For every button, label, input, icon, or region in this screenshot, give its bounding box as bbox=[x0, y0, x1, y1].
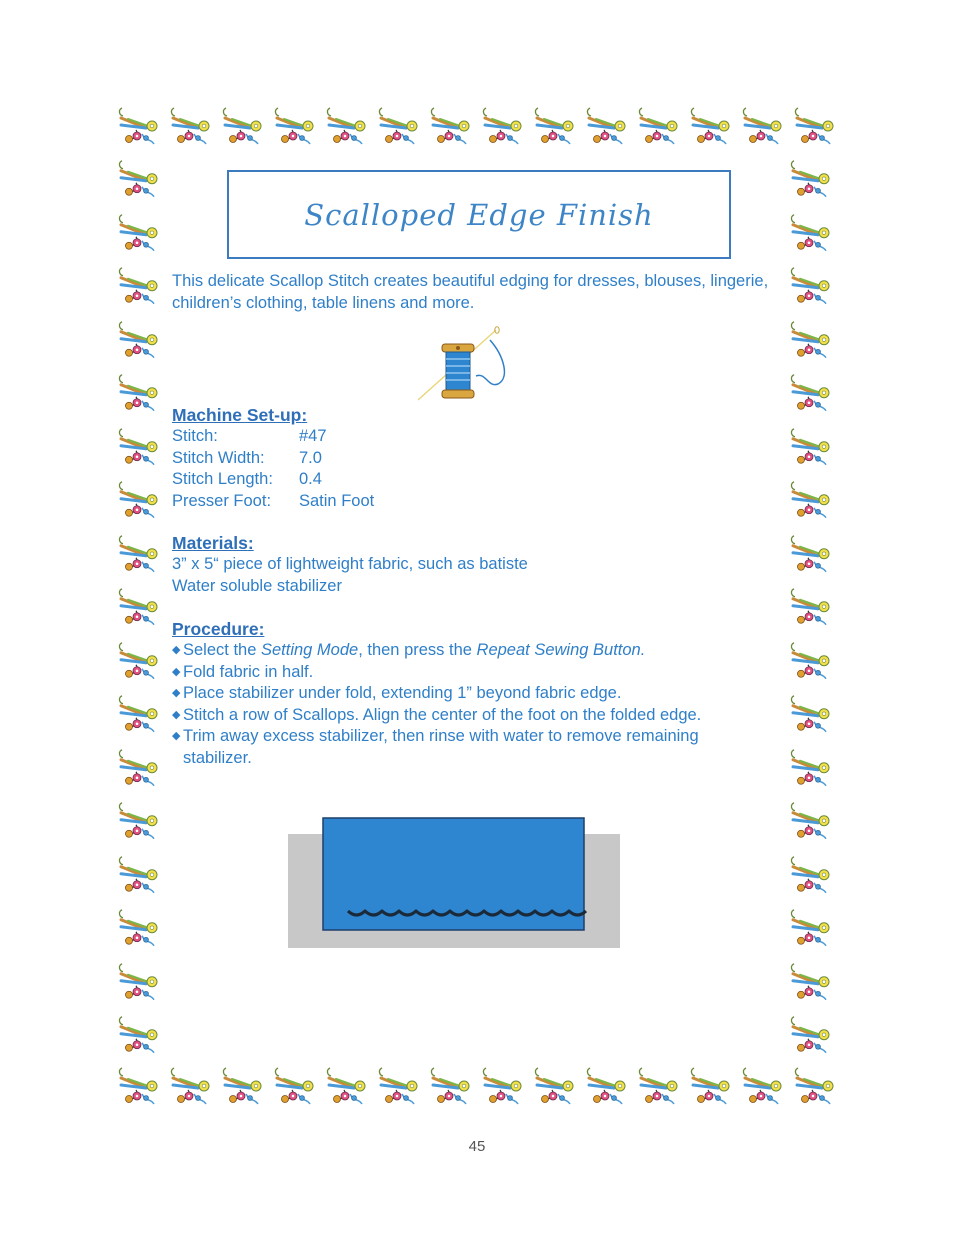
scissors-and-thread-icon bbox=[788, 959, 840, 1013]
bullet-icon: ◆ bbox=[172, 708, 181, 721]
scissors-and-thread-icon bbox=[428, 104, 480, 156]
scissors-and-thread-icon bbox=[584, 1064, 636, 1116]
scissors-and-thread-icon bbox=[116, 156, 168, 210]
scissors-and-thread-icon bbox=[116, 104, 168, 156]
scissors-and-thread-icon bbox=[740, 104, 792, 156]
intro-paragraph: This delicate Scallop Stitch creates beautiful edging for dresses, blouses, lingerie, children’s clothing, table linens and more. bbox=[172, 272, 769, 312]
scissors-and-thread-icon bbox=[116, 584, 168, 638]
scissors-and-thread-icon bbox=[116, 210, 168, 264]
procedure-step: ◆ Fold fabric in half. bbox=[172, 662, 787, 684]
bullet-icon: ◆ bbox=[172, 644, 181, 656]
scissors-and-thread-icon bbox=[116, 745, 168, 799]
scissors-and-thread-icon bbox=[272, 1064, 324, 1116]
setup-row-foot bbox=[172, 491, 792, 513]
scissors-and-thread-icon bbox=[788, 638, 840, 692]
page-title: Scalloped Edge Finish bbox=[304, 197, 654, 232]
scissors-and-thread-icon bbox=[792, 104, 844, 156]
setup-label: Stitch Length: bbox=[172, 470, 273, 488]
scissors-and-thread-icon bbox=[788, 156, 840, 210]
procedure-step: ◆ Select the Setting Mode, then press the Repeat Sewing Button. bbox=[172, 640, 787, 662]
scissors-and-thread-icon bbox=[788, 263, 840, 317]
scissors-and-thread-icon bbox=[116, 370, 168, 424]
page-border-bottom bbox=[116, 1064, 844, 1116]
scissors-and-thread-icon bbox=[324, 104, 376, 156]
page-border-right bbox=[788, 156, 840, 1066]
scissors-and-thread-icon bbox=[480, 1064, 532, 1116]
scissors-and-thread-icon bbox=[688, 104, 740, 156]
scissors-and-thread-icon bbox=[688, 1064, 740, 1116]
scissors-and-thread-icon bbox=[116, 798, 168, 852]
setup-value: 7.0 bbox=[299, 448, 322, 467]
scissors-and-thread-icon bbox=[788, 1012, 840, 1066]
materials-item: Water soluble stabilizer bbox=[172, 576, 342, 595]
scissors-and-thread-icon bbox=[788, 317, 840, 371]
scissors-and-thread-icon bbox=[636, 104, 688, 156]
scissors-and-thread-icon bbox=[116, 852, 168, 906]
scissors-and-thread-icon bbox=[116, 424, 168, 478]
scissors-and-thread-icon bbox=[376, 104, 428, 156]
procedure-step: ◆ Stitch a row of Scallops. Align the center of the foot on the folded edge. bbox=[172, 705, 787, 727]
bullet-icon: ◆ bbox=[172, 687, 181, 699]
scissors-and-thread-icon bbox=[788, 210, 840, 264]
scissors-and-thread-icon bbox=[428, 1064, 480, 1116]
scissors-and-thread-icon bbox=[272, 104, 324, 156]
scissors-and-thread-icon bbox=[220, 104, 272, 156]
setup-label: Stitch Width: bbox=[172, 448, 265, 467]
procedure-step: ◆ Place stabilizer under fold, extending 1” beyond fabric edge. bbox=[172, 683, 787, 705]
scissors-and-thread-icon bbox=[788, 798, 840, 852]
scissors-and-thread-icon bbox=[480, 104, 532, 156]
scissors-and-thread-icon bbox=[116, 531, 168, 585]
scissors-and-thread-icon bbox=[532, 104, 584, 156]
scissors-and-thread-icon bbox=[116, 317, 168, 371]
setup-label: Stitch: bbox=[172, 427, 218, 445]
scissors-and-thread-icon bbox=[324, 1064, 376, 1116]
scissors-and-thread-icon bbox=[788, 584, 840, 638]
setup-value: Satin Foot bbox=[299, 491, 375, 510]
scissors-and-thread-icon bbox=[740, 1064, 792, 1116]
thread-spool-needle-icon bbox=[418, 326, 510, 404]
scissors-and-thread-icon bbox=[168, 104, 220, 156]
procedure-heading: Procedure bbox=[172, 619, 259, 639]
materials-section: Materials: 3” x 5“ piece of lightweight fabric, such as batiste Water soluble stabilizer bbox=[172, 532, 792, 597]
scissors-and-thread-icon bbox=[532, 1064, 584, 1116]
scissors-and-thread-icon bbox=[376, 1064, 428, 1116]
bullet-icon: ◆ bbox=[172, 665, 181, 678]
materials-item: 3” x 5“ piece of lightweight fabric, such as batiste bbox=[172, 555, 528, 573]
machine-setup-heading: Machine Set-up bbox=[172, 405, 302, 425]
scissors-and-thread-icon bbox=[116, 638, 168, 692]
scissors-and-thread-icon bbox=[220, 1064, 272, 1116]
scissors-and-thread-icon bbox=[792, 1064, 844, 1116]
scissors-and-thread-icon bbox=[584, 104, 636, 156]
setup-value: #47 bbox=[299, 427, 327, 445]
page-border-left bbox=[116, 156, 168, 1066]
procedure-section: Procedure: ◆ Select the Setting Mode, then press the Repeat Sewing Button. ◆ Fold fabric in half. ◆ Place stabilizer under fold, extending 1” beyond fabric edge. ◆ Stitch a row of Scallops. Align the center of the foot on the folded edge. ◆ Trim away excess stabilizer, then rinse with water to remove remaining stabilizer. bbox=[172, 618, 787, 769]
scissors-and-thread-icon bbox=[788, 531, 840, 585]
scissors-and-thread-icon bbox=[116, 1012, 168, 1066]
scissors-and-thread-icon bbox=[116, 691, 168, 745]
setup-row-width bbox=[172, 448, 792, 470]
setup-row-length bbox=[172, 469, 792, 491]
scissors-and-thread-icon bbox=[788, 691, 840, 745]
materials-heading: Materials bbox=[172, 533, 248, 553]
setup-value: 0.4 bbox=[299, 470, 322, 488]
page-number: 45 bbox=[468, 1138, 486, 1155]
scissors-and-thread-icon bbox=[116, 263, 168, 317]
scissors-and-thread-icon bbox=[788, 745, 840, 799]
scissors-and-thread-icon bbox=[788, 424, 840, 478]
procedure-step: ◆ Trim away excess stabilizer, then rinse with water to remove remaining stabilizer. bbox=[172, 727, 699, 767]
scissors-and-thread-icon bbox=[788, 852, 840, 906]
scissors-and-thread-icon bbox=[116, 1064, 168, 1116]
title-box bbox=[227, 170, 731, 259]
setup-label: Presser Foot: bbox=[172, 491, 272, 510]
scissors-and-thread-icon bbox=[788, 477, 840, 531]
scissors-and-thread-icon bbox=[788, 905, 840, 959]
scissors-and-thread-icon bbox=[116, 905, 168, 959]
scalloped-fabric-illustration bbox=[288, 816, 620, 948]
scissors-and-thread-icon bbox=[636, 1064, 688, 1116]
bullet-icon: ◆ bbox=[172, 730, 181, 742]
setup-row-stitch bbox=[172, 426, 792, 448]
page-border-top bbox=[116, 104, 844, 156]
scissors-and-thread-icon bbox=[788, 370, 840, 424]
scissors-and-thread-icon bbox=[116, 477, 168, 531]
scissors-and-thread-icon bbox=[168, 1064, 220, 1116]
scissors-and-thread-icon bbox=[116, 959, 168, 1013]
machine-setup-section: Machine Set-up: Stitch: #47 Stitch Width: 7.0 Stitch Length: 0.4 Presser Foot: Satin Foot bbox=[172, 404, 792, 512]
